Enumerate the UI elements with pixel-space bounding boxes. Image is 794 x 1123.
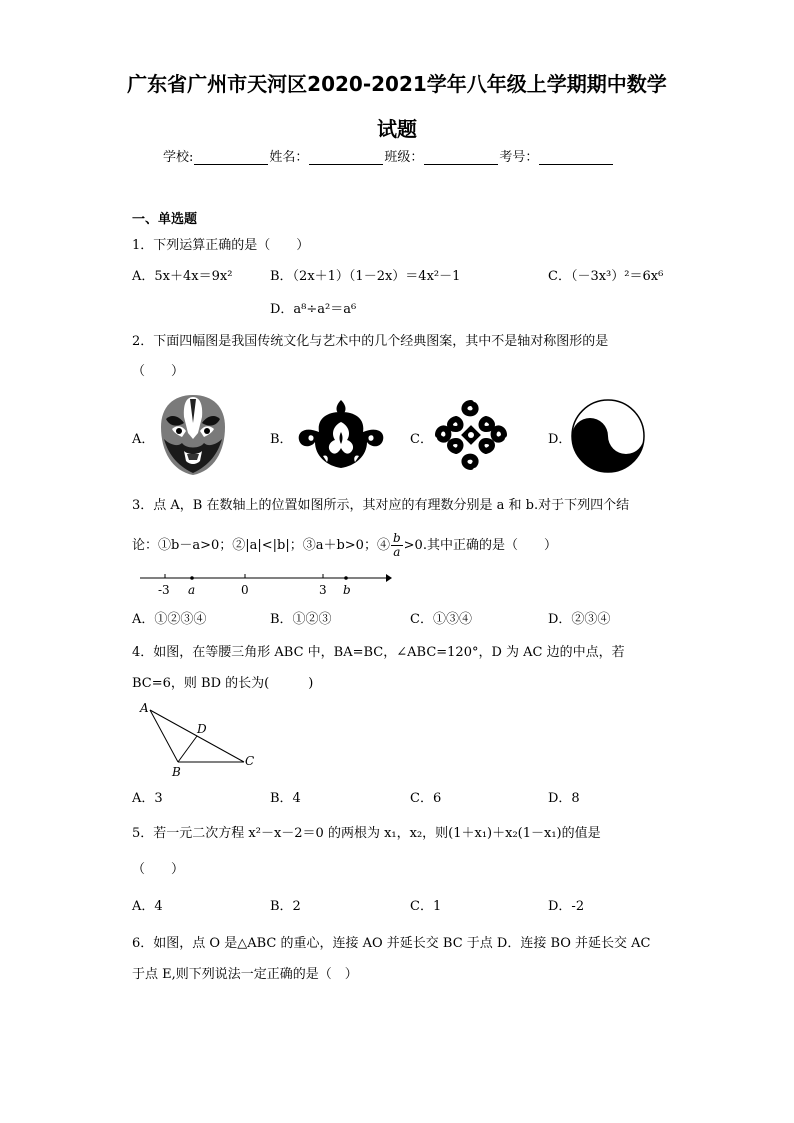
q3-option-d: D．②③④ — [548, 612, 611, 627]
point-label-d: D — [197, 722, 207, 736]
q5-stem-line1: 5．若一元二次方程 x²－x－2＝0 的两根为 x₁，x₂，则(1＋x₁)＋x₂(1－x₁)的值是 — [132, 826, 601, 841]
q2-option-a: A． — [132, 432, 155, 447]
page-title: 广东省广州市天河区2020-2021学年八年级上学期期中数学 — [127, 72, 667, 96]
q3-option-a: A．①②③④ — [132, 612, 207, 627]
q4-option-d: D．8 — [548, 791, 580, 806]
tick-label-3: 3 — [319, 583, 327, 597]
q5-option-c: C．1 — [410, 899, 442, 914]
q2-stem-line1: 2．下面四幅图是我国传统文化与艺术中的几个经典图案，其中不是轴对称图形的是 — [132, 334, 609, 349]
q3-option-c: C．①③④ — [410, 612, 472, 627]
name-blank[interactable] — [309, 152, 383, 165]
school-blank[interactable] — [194, 152, 268, 165]
number-line-figure — [136, 568, 392, 598]
class-label: 班级： — [384, 150, 424, 165]
knot-pattern-icon — [434, 399, 508, 471]
point-b — [344, 576, 348, 580]
q6-stem-line2: 于点 E,则下列说法一定正确的是（ ） — [132, 967, 358, 982]
vertex-label-a: A — [140, 701, 149, 715]
fraction-denominator: a — [393, 545, 401, 559]
id-blank[interactable] — [539, 152, 613, 165]
id-label: 考号： — [499, 150, 539, 165]
tick-label-0: 0 — [241, 583, 249, 597]
q3-fraction — [391, 532, 403, 559]
q1-option-d: D．a⁸÷a²＝a⁶ — [270, 302, 357, 317]
section-heading: 一、单选题 — [132, 212, 198, 227]
q2-option-d: D． — [548, 432, 572, 447]
q3-conclusions: 论：①b－a>0；②|a|<|b|；③a＋b>0；④ — [132, 538, 390, 553]
axis-arrow-icon — [386, 574, 392, 582]
q3-conclusion-tail: >0.其中正确的是（ ） — [403, 538, 557, 553]
vertex-label-c: C — [245, 754, 255, 768]
floral-pattern-icon — [295, 398, 387, 470]
q4-stem-line1: 4．如图，在等腰三角形 ABC 中，BA=BC，∠ABC=120°，D 为 AC 边的中点，若 — [132, 645, 625, 660]
q4-stem-line2: BC=6，则 BD 的长为( ) — [132, 676, 314, 691]
point-a — [190, 576, 194, 580]
triangle-abc-figure — [136, 698, 260, 780]
q2-stem-line2: （ ） — [132, 364, 185, 379]
q2-option-c: C． — [410, 432, 433, 447]
q1-stem: 1．下列运算正确的是（ ） — [132, 238, 310, 253]
name-label: 姓名： — [269, 150, 309, 165]
q5-option-a: A．4 — [132, 899, 163, 914]
page-title-line2: 试题 — [377, 117, 417, 141]
class-blank[interactable] — [424, 152, 498, 165]
q3-option-b: B．①②③ — [270, 612, 332, 627]
segment-bd — [178, 736, 197, 762]
tick-label-neg3: -3 — [158, 583, 170, 597]
fraction-numerator: b — [392, 531, 401, 545]
q4-option-a: A．3 — [132, 791, 163, 806]
q6-stem-line1: 6．如图，点 O 是△ABC 的重心，连接 AO 并延长交 BC 于点 D．连接 BO 并延长交 AC — [132, 936, 651, 951]
q2-option-b: B． — [270, 432, 293, 447]
q1-option-a: A．5x＋4x＝9x² — [132, 269, 233, 284]
q1-option-b: B．（2x＋1）（1－2x）＝4x²－1 — [270, 269, 461, 284]
tick-label-a: a — [188, 583, 196, 597]
q3-stem-line2 — [132, 532, 557, 559]
school-label: 学校: — [163, 150, 194, 165]
q5-option-b: B．2 — [270, 899, 301, 914]
opera-mask-icon — [158, 393, 228, 477]
student-info-row — [163, 146, 614, 165]
q4-option-b: B．4 — [270, 791, 301, 806]
q5-option-d: D．-2 — [548, 899, 585, 914]
q5-stem-line2: （ ） — [132, 862, 185, 877]
vertex-label-b: B — [172, 765, 181, 779]
q4-option-c: C．6 — [410, 791, 442, 806]
tick-label-b: b — [343, 583, 351, 597]
yin-yang-icon — [570, 398, 646, 474]
q1-option-c: C．（－3x³）²＝6x⁶ — [548, 269, 664, 284]
q3-stem-line1: 3．点 A，B 在数轴上的位置如图所示，其对应的有理数分别是 a 和 b.对于下列四个结 — [132, 498, 630, 513]
